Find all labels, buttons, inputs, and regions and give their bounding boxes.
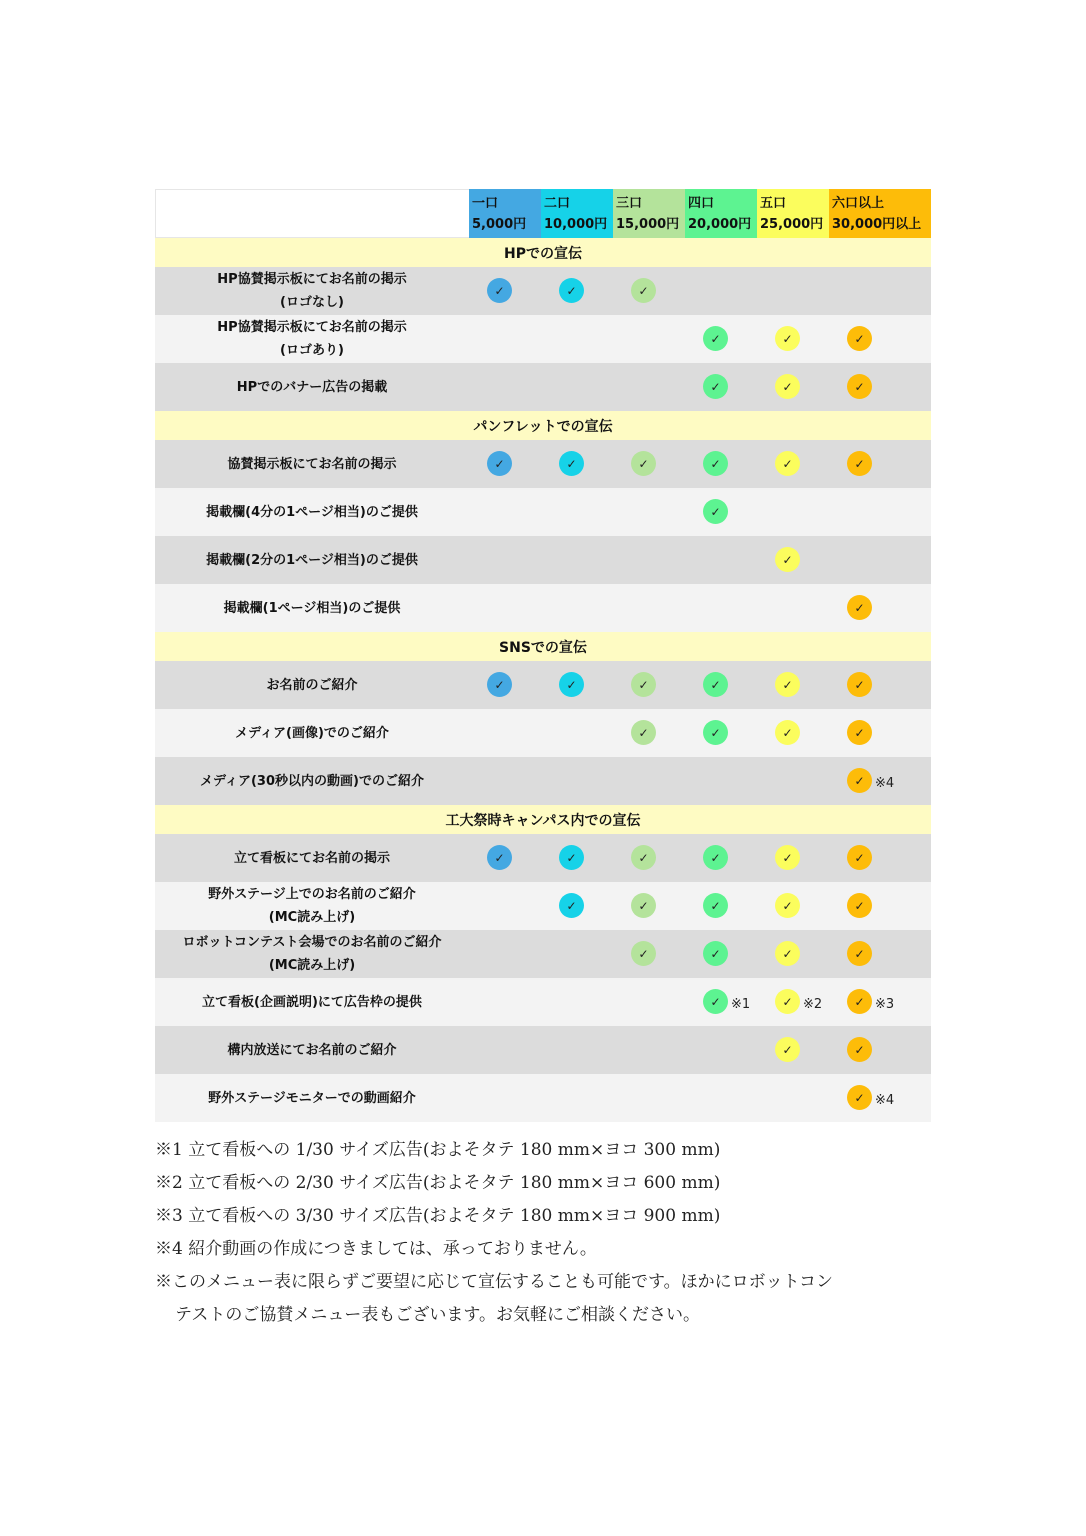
tier-name: 二口 [544,196,571,211]
row-label: お名前のご紹介 [266,677,358,693]
tier-cell [613,536,685,584]
footnote-4: ※4 紹介動画の作成につきましては、承っておりません。 [155,1239,597,1259]
footnote-3: ※3 立て看板への 3/30 サイズ広告(およそタテ 180 mm×ヨコ 900 mm) [155,1206,721,1226]
tier-cell [541,584,613,632]
tier-cell [469,440,541,488]
tier-3-header [613,189,685,238]
tier-cell [613,440,685,488]
tier-cell [613,488,685,536]
row-label: 野外ステージモニターでの動画紹介 [208,1090,416,1106]
tier-cell [685,267,757,315]
tier-cell [469,488,541,536]
tier-cell [685,882,757,930]
check-icon: ✓ [703,672,728,697]
table-row [155,930,931,978]
tier-cell [613,882,685,930]
tier-cell [757,584,829,632]
check-icon: ✓ [775,845,800,870]
tier-name: 三口 [616,196,643,211]
row-label: 野外ステージ上でのお名前のご紹介 (MC読み上げ) [208,887,416,925]
tier-5-header [757,189,829,238]
tier-cell [757,709,829,757]
tier-cell [541,978,613,1026]
tier-cell [541,757,613,805]
check-icon: ✓ [847,845,872,870]
row-label: メディア(画像)でのご紹介 [235,725,389,741]
row-label: HPでのバナー広告の掲載 [236,379,388,395]
tier-price: 15,000円 [616,217,680,232]
tier-cell [829,1074,931,1122]
tier-cell [541,709,613,757]
table-row [155,363,931,411]
section-header: SNSでの宣伝 [155,632,931,661]
tier-cell [757,1074,829,1122]
tier-1-header [469,189,541,238]
tier-2-header [541,189,613,238]
tier-cell [541,363,613,411]
tier-cell [541,315,613,363]
table-row [155,488,931,536]
row-label: 掲載欄(2分の1ページ相当)のご提供 [206,552,418,568]
tier-6-header [829,189,931,238]
tier-header-row [155,189,931,238]
tier-price: 20,000円 [688,217,752,232]
tier-cell [757,488,829,536]
check-icon: ✓ [487,672,512,697]
footnote-2: ※2 立て看板への 2/30 サイズ広告(およそタテ 180 mm×ヨコ 600 mm) [155,1173,721,1193]
tier-cell [685,536,757,584]
check-icon: ✓ [631,672,656,697]
header-blank-cell [155,189,469,238]
tier-cell [757,315,829,363]
check-icon: ✓ [487,451,512,476]
row-label: 構内放送にてお名前のご紹介 [227,1042,397,1058]
tier-name: 五口 [760,196,787,211]
tier-price: 10,000円 [544,217,608,232]
tier-price: 5,000円 [472,217,527,232]
tier-cell [829,834,931,882]
tier-cell [613,661,685,709]
tier-cell [541,440,613,488]
tier-cell [613,978,685,1026]
tier-cell [469,1074,541,1122]
check-icon: ✓ [775,326,800,351]
check-icon: ✓ [559,845,584,870]
table-row [155,1074,931,1122]
check-icon: ✓ [631,893,656,918]
tier-cell [613,584,685,632]
check-icon: ✓ [775,374,800,399]
row-label: 掲載欄(1ページ相当)のご提供 [223,600,401,616]
check-icon: ✓ [703,374,728,399]
tier-price: 25,000円 [760,217,824,232]
tier-cell [613,930,685,978]
tier-cell [469,709,541,757]
check-icon: ✓ [847,595,872,620]
footnote-5: ※このメニュー表に限らずご要望に応じて宣伝することも可能です。ほかにロボットコン [155,1272,833,1292]
tier-cell [685,1074,757,1122]
tier-cell [829,315,931,363]
tier-cell [757,978,829,1026]
check-icon: ✓ [631,845,656,870]
row-label: 掲載欄(4分の1ページ相当)のご提供 [206,504,418,520]
section-header: 工大祭時キャンパス内での宣伝 [155,805,931,834]
check-icon: ✓ [631,278,656,303]
tier-cell [829,488,931,536]
table-row [155,536,931,584]
tier-cell [829,757,931,805]
tier-name: 一口 [472,196,499,211]
check-icon: ✓ [775,941,800,966]
tier-cell [757,757,829,805]
table-body [155,238,931,1122]
tier-cell [685,315,757,363]
table-row [155,661,931,709]
tier-cell [829,363,931,411]
check-icon: ✓ [559,893,584,918]
tier-cell [613,1026,685,1074]
check-icon: ✓ [631,720,656,745]
tier-cell [829,267,931,315]
tier-cell [541,834,613,882]
tier-cell [757,661,829,709]
table-row [155,882,931,930]
footnote-ref: ※4 [875,1093,895,1108]
check-icon: ✓ [847,451,872,476]
check-icon: ✓ [703,451,728,476]
check-icon: ✓ [703,989,728,1014]
tier-cell [685,930,757,978]
check-icon: ✓ [847,1085,872,1110]
check-icon: ✓ [847,720,872,745]
check-icon: ✓ [775,672,800,697]
tier-cell [541,930,613,978]
tier-cell [685,584,757,632]
tier-cell [757,363,829,411]
check-icon: ✓ [847,989,872,1014]
tier-cell [469,757,541,805]
footnote-ref: ※1 [731,997,751,1012]
tier-price: 30,000円以上 [832,217,922,232]
tier-cell [469,267,541,315]
tier-cell [757,834,829,882]
check-icon: ✓ [703,893,728,918]
tier-cell [541,661,613,709]
check-icon: ✓ [631,451,656,476]
tier-cell [613,834,685,882]
tier-cell [757,267,829,315]
tier-cell [541,1026,613,1074]
tier-cell [613,709,685,757]
footnotes [155,1134,945,1332]
footnote-ref: ※3 [875,997,895,1012]
check-icon: ✓ [775,1037,800,1062]
tier-cell [469,661,541,709]
check-icon: ✓ [847,326,872,351]
check-icon: ✓ [847,1037,872,1062]
check-icon: ✓ [775,989,800,1014]
tier-cell [685,661,757,709]
tier-cell [829,978,931,1026]
tier-cell [469,930,541,978]
tier-name: 六口以上 [832,196,885,211]
tier-cell [541,882,613,930]
row-label: 立て看板(企画説明)にて広告枠の提供 [202,994,422,1010]
tier-cell [469,834,541,882]
tier-cell [469,1026,541,1074]
tier-cell [685,440,757,488]
check-icon: ✓ [847,893,872,918]
table-row [155,315,931,363]
table-row [155,978,931,1026]
row-label: HP協賛掲示板にてお名前の掲示 (ロゴなし) [217,272,407,310]
tier-cell [613,363,685,411]
tier-cell [469,315,541,363]
check-icon: ✓ [847,941,872,966]
tier-cell [757,882,829,930]
check-icon: ✓ [847,374,872,399]
table-row [155,584,931,632]
tier-cell [541,1074,613,1122]
tier-cell [541,536,613,584]
check-icon: ✓ [847,672,872,697]
tier-cell [685,757,757,805]
check-icon: ✓ [487,845,512,870]
row-label: 協賛掲示板にてお名前の掲示 [227,456,397,472]
tier-cell [541,488,613,536]
tier-cell [613,267,685,315]
footnote-ref: ※4 [875,776,895,791]
section-header: HPでの宣伝 [155,238,931,267]
row-label: ロボットコンテスト会場でのお名前のご紹介 (MC読み上げ) [182,935,442,973]
tier-cell [469,536,541,584]
check-icon: ✓ [703,941,728,966]
tier-cell [685,834,757,882]
footnote-1: ※1 立て看板への 1/30 サイズ広告(およそタテ 180 mm×ヨコ 300 mm) [155,1140,721,1160]
tier-cell [685,363,757,411]
tier-cell [829,930,931,978]
table-row [155,834,931,882]
tier-cell [829,882,931,930]
table-row [155,267,931,315]
check-icon: ✓ [703,720,728,745]
check-icon: ✓ [775,451,800,476]
check-icon: ✓ [559,278,584,303]
tier-cell [685,978,757,1026]
check-icon: ✓ [847,768,872,793]
sponsor-menu-table [155,189,931,1122]
section-header: パンフレットでの宣伝 [155,411,931,440]
tier-cell [829,584,931,632]
tier-cell [613,315,685,363]
footnote-ref: ※2 [803,997,823,1012]
check-icon: ✓ [703,499,728,524]
tier-cell [541,267,613,315]
tier-cell [757,440,829,488]
row-label: 立て看板にてお名前の掲示 [233,850,390,866]
tier-cell [829,709,931,757]
row-label: メディア(30秒以内の動画)でのご紹介 [200,773,424,789]
check-icon: ✓ [703,845,728,870]
table-row [155,1026,931,1074]
check-icon: ✓ [703,326,728,351]
tier-cell [469,882,541,930]
check-icon: ✓ [775,720,800,745]
tier-4-header [685,189,757,238]
tier-cell [685,1026,757,1074]
tier-cell [469,363,541,411]
tier-cell [469,978,541,1026]
tier-cell [613,757,685,805]
tier-cell [829,1026,931,1074]
check-icon: ✓ [775,547,800,572]
tier-cell [469,584,541,632]
tier-cell [685,488,757,536]
check-icon: ✓ [631,941,656,966]
tier-cell [829,440,931,488]
row-label: HP協賛掲示板にてお名前の掲示 (ロゴあり) [217,320,407,358]
check-icon: ✓ [775,893,800,918]
tier-name: 四口 [688,196,715,211]
tier-cell [613,1074,685,1122]
tier-cell [757,1026,829,1074]
table-row [155,440,931,488]
check-icon: ✓ [487,278,512,303]
check-icon: ✓ [559,451,584,476]
tier-cell [757,536,829,584]
check-icon: ✓ [559,672,584,697]
tier-cell [829,661,931,709]
table-row [155,757,931,805]
tier-cell [829,536,931,584]
tier-cell [685,709,757,757]
tier-cell [757,930,829,978]
footnote-5-continued: テストのご協賛メニュー表もございます。お気軽にご相談ください。 [175,1305,700,1325]
table-row [155,709,931,757]
